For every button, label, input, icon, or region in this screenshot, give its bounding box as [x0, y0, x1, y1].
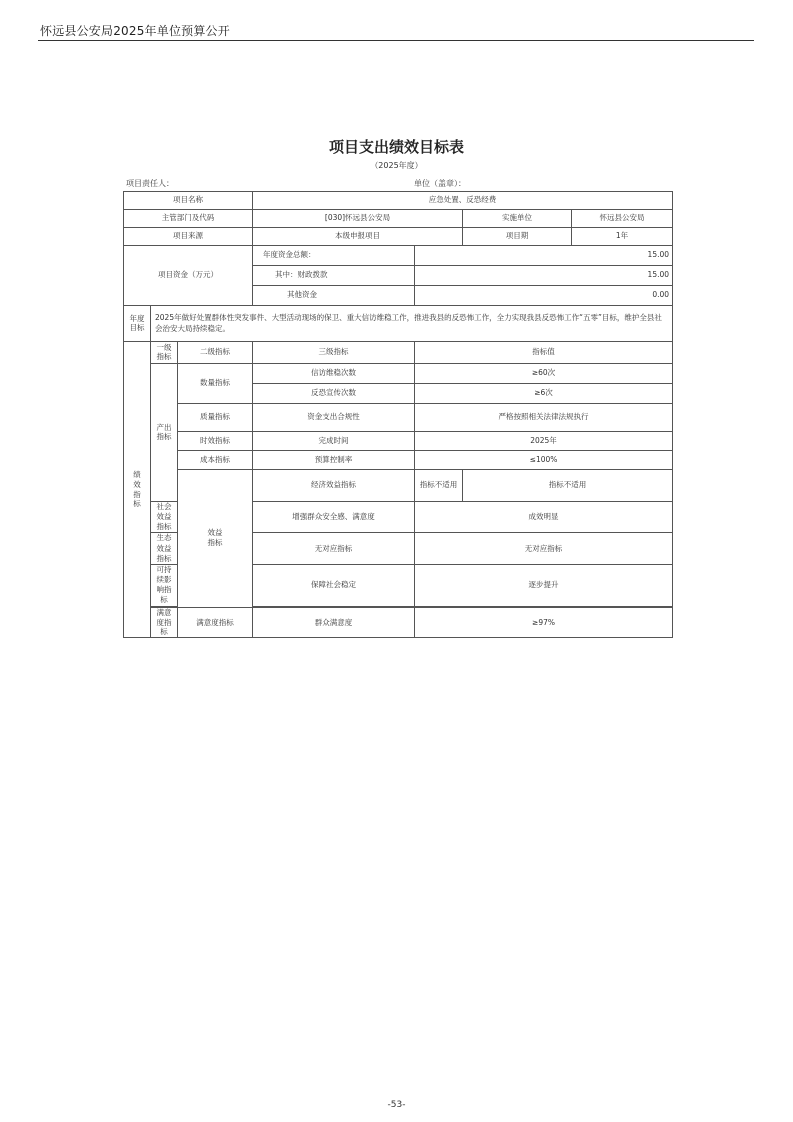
- col-level2-header: 二级指标: [178, 342, 253, 364]
- table-row: [124, 432, 673, 451]
- funds-fiscal-label: 其中：财政拨款: [253, 266, 415, 286]
- indicator-level3: 保障社会稳定: [253, 564, 415, 606]
- indicator-value: 无对应指标: [415, 533, 673, 564]
- indicator-level2: 数量指标: [178, 364, 253, 404]
- indicator-level2: 满意度指标: [178, 607, 253, 638]
- table-row: [124, 306, 673, 342]
- indicator-level3: 信访维稳次数: [253, 364, 415, 384]
- project-name-value: 应急处置、反恐经费: [253, 192, 673, 210]
- page-header-title: 怀远县公安局2025年单位预算公开: [40, 24, 230, 38]
- table-row: [124, 470, 673, 502]
- table-row: [124, 364, 673, 384]
- table-row: [124, 246, 673, 266]
- indicator-level2: 社会效益指标: [151, 502, 178, 533]
- table-row: [124, 210, 673, 228]
- funds-total-label: 年度资金总额：: [253, 246, 415, 266]
- funds-other-label: 其他资金: [253, 286, 415, 306]
- satisfaction-indicator-label: 满意度指标: [151, 607, 178, 638]
- indicator-level2: 经济效益指标: [253, 470, 415, 502]
- funds-fiscal-value: 15.00: [415, 266, 673, 286]
- funds-label: 项目资金（万元）: [124, 246, 253, 306]
- project-name-label: 项目名称: [124, 192, 253, 210]
- col-level3-header: 三级指标: [253, 342, 415, 364]
- indicator-level3: 无对应指标: [253, 533, 415, 564]
- performance-indicator-label: 绩效指标: [124, 342, 151, 638]
- responsible-person-label: 项目责任人：: [126, 179, 174, 188]
- indicator-level3: 完成时间: [253, 432, 415, 451]
- table-row: [124, 228, 673, 246]
- period-cell: [463, 228, 673, 246]
- indicator-level3: 预算控制率: [253, 451, 415, 470]
- indicator-value: ≥60次: [415, 364, 673, 384]
- impl-unit-cell: [463, 210, 673, 228]
- impl-unit-value: 怀远县公安局: [599, 213, 645, 223]
- indicator-level3: 指标不适用: [415, 470, 463, 502]
- indicator-value: ≤100%: [415, 451, 673, 470]
- indicator-value: ≥97%: [415, 607, 673, 638]
- dept-value: [030]怀远县公安局: [253, 210, 463, 228]
- source-value: 本级申报项目: [253, 228, 463, 246]
- indicator-level3: 增强群众安全感、满意度: [253, 502, 415, 533]
- indicator-value: 成效明显: [415, 502, 673, 533]
- document-year: （2025年度）: [370, 161, 423, 170]
- indicator-level2: 时效指标: [178, 432, 253, 451]
- annual-goal-text: 2025年做好处置群体性突发事件、大型活动现场的保卫、重大信访维稳工作，推进我县的反恐怖工作，全力实现我县反恐怖工作“五零”目标，维护全县社会治安大局持续稳定。: [151, 306, 673, 342]
- table-row: [124, 404, 673, 432]
- unit-seal-label: 单位（盖章）：: [414, 179, 466, 188]
- page-number: -53-: [387, 1100, 406, 1110]
- indicator-value: 指标不适用: [463, 470, 673, 502]
- col-value-header: 指标值: [415, 342, 673, 364]
- indicator-level2: 生态效益指标: [151, 533, 178, 564]
- indicator-value: 严格按照相关法律法规执行: [415, 404, 673, 432]
- table-row: [124, 451, 673, 470]
- period-label: 项目期: [463, 228, 572, 245]
- indicator-level2: 质量指标: [178, 404, 253, 432]
- table-row: [124, 192, 673, 210]
- source-label: 项目来源: [124, 228, 253, 246]
- indicator-value: 2025年: [415, 432, 673, 451]
- table-row: [124, 607, 673, 638]
- header-divider: [38, 40, 754, 41]
- col-level1-header: 一级指标: [151, 342, 178, 364]
- dept-label: 主管部门及代码: [124, 210, 253, 228]
- indicator-value: ≥6次: [415, 384, 673, 404]
- annual-goal-label: 年度目标: [124, 306, 151, 342]
- benefit-indicator-label: 效益指标: [178, 470, 253, 608]
- impl-unit-label: 实施单位: [463, 210, 572, 227]
- performance-target-table: [123, 191, 673, 638]
- indicator-level2: 成本指标: [178, 451, 253, 470]
- output-indicator-label: 产出指标: [151, 364, 178, 502]
- funds-total-value: 15.00: [415, 246, 673, 266]
- indicator-level2: 可持续影响指标: [151, 564, 178, 606]
- indicator-level3: 反恐宣传次数: [253, 384, 415, 404]
- indicator-level3: 群众满意度: [253, 607, 415, 638]
- document-title: 项目支出绩效目标表: [328, 138, 464, 156]
- funds-other-value: 0.00: [415, 286, 673, 306]
- table-row: [124, 342, 673, 364]
- period-value: 1年: [615, 231, 629, 241]
- indicator-level3: 资金支出合规性: [253, 404, 415, 432]
- indicator-value: 逐步提升: [415, 564, 673, 606]
